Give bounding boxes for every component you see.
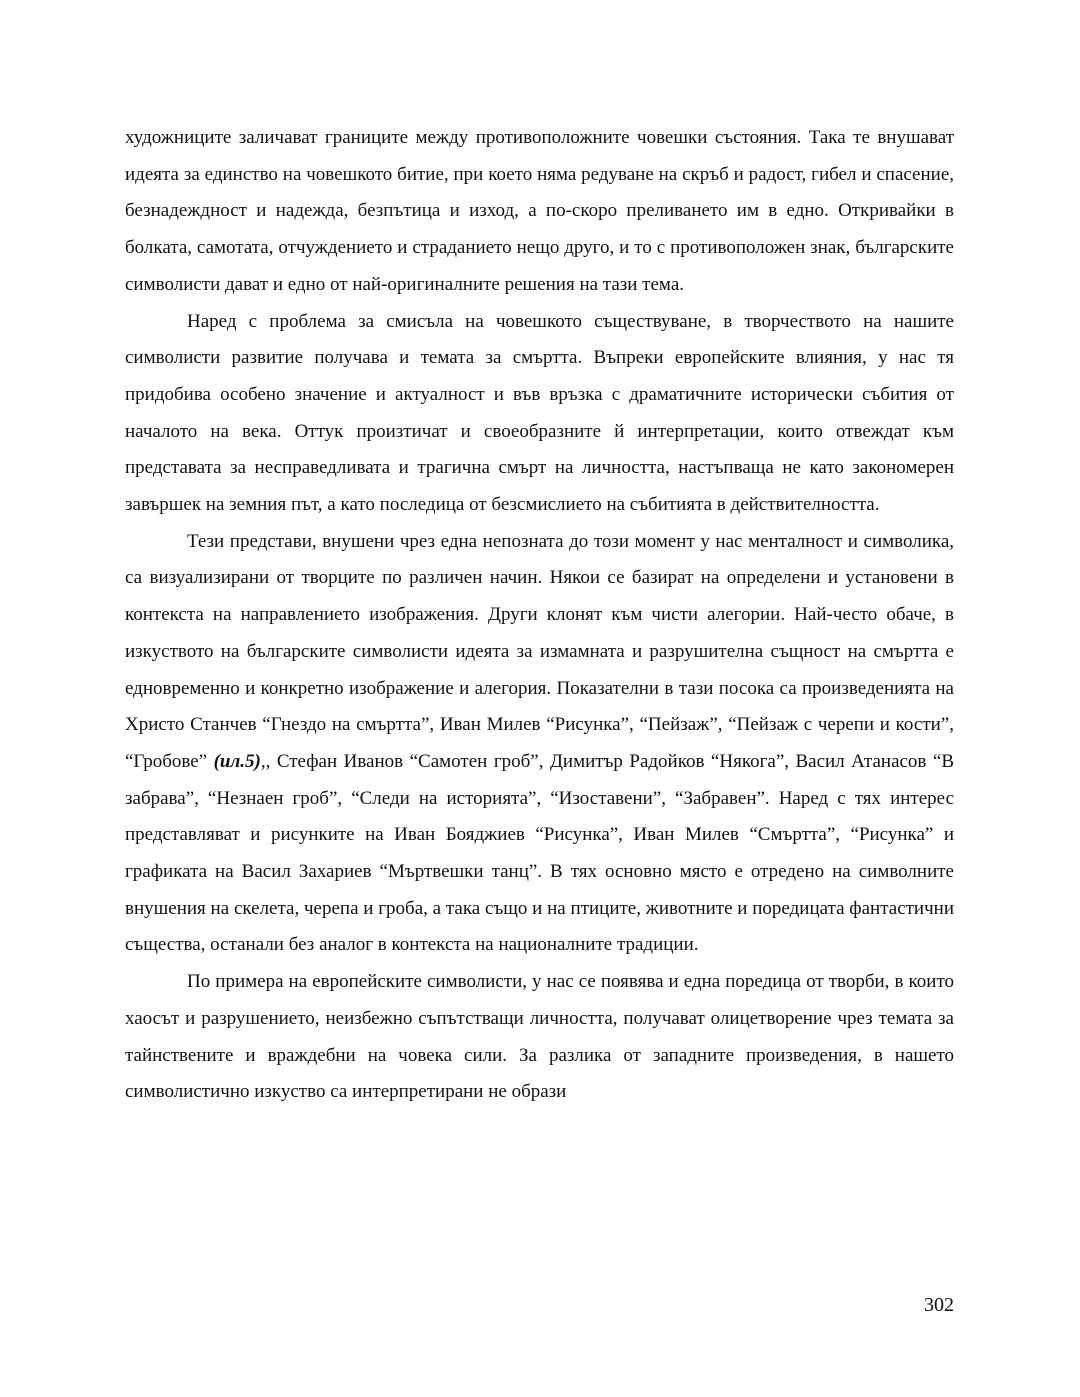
paragraph-3-text-before: Тези представи, внушени чрез една непозната до този момент у нас менталност и символика, са визуализирани от творците по различен начин. Някои се базират на определени и установени в контекста на направлението изображения. Други клонят към чисти алегории. Най-често обаче, в изкуството на българските символисти идеята за измамната и разрушителна същност на смъртта е едновременно и конкретно изображение и алегория. Показателни в тази посока са произведенията на Христо Станчев “Гнездо на смъртта”, Иван Милев “Рисунка”, “Пейзаж”, “Пейзаж с черепи и кости”, “Гробове” (125, 530, 954, 772)
paragraph-3 (125, 524, 954, 964)
paragraph-2: Наред с проблема за смисъла на човешкото съществуване, в творчеството на нашите символисти развитие получава и темата за смъртта. Въпреки европейските влияния, у нас тя придобива особено значение и актуалност и във връзка с драматичните исторически събития от началото на века. Оттук произтичат и своеобразните й интерпретации, които отвеждат към представата за несправедливата и трагична смърт на личността, настъпваща не като закономерен завършек на земния път, а като последица от безсмислието на събитията в действителността. (125, 310, 954, 516)
page-number: 302 (924, 1294, 954, 1316)
paragraph-1: художниците заличават границите между противоположните човешки състояния. Така те внушават идеята за единство на човешкото битие, при което няма редуване на скръб и радост, гибел и спасение, безнадеждност и надежда, безпътица и изход, а по-скоро преливането им в едно. Откривайки в болката, самотата, отчуждението и страданието нещо друго, и то с противоположен знак, българските символисти дават и едно от най-оригиналните решения на тази тема. (125, 127, 954, 295)
paragraph-3-text-after: ,, Стефан Иванов “Самотен гроб”, Димитър Радойков “Някога”, Васил Атанасов “В забрава”, “Незнаен гроб”, “Следи на историята”, “Изоставени”, “Забравен”. Наред с тях интерес представляват и рисунките на Иван Бояджиев “Рисунка”, Иван Милев “Смъртта”, “Рисунка” и графиката на Васил Захариев “Мъртвешки танц”. В тях основно място е отредено на символните внушения на скелета, черепа и гроба, а така също и на птиците, животните и поредицата фантастични същества, останали без аналог в контекста на националните традиции. (125, 750, 954, 956)
body-text (125, 120, 954, 1111)
figure-reference: (ил.5) (213, 750, 261, 772)
paragraph-4: По примера на европейските символисти, у нас се появява и една поредица от творби, в които хаосът и разрушението, неизбежно съпътстващи личността, получават олицетворение чрез темата за тайнствените и враждебни на човека сили. За разлика от западните произведения, в нашето символистично изкуство са интерпретирани не образи (125, 971, 954, 1103)
